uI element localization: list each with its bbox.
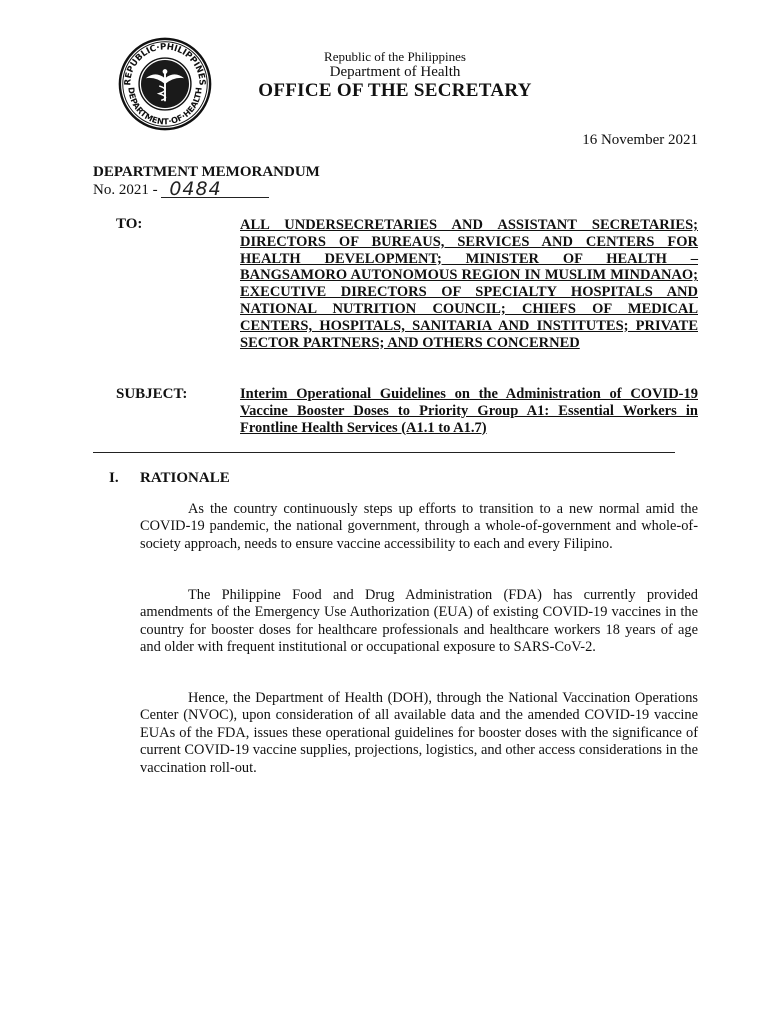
section-title: RATIONALE bbox=[140, 470, 230, 486]
to-label: TO: bbox=[116, 216, 143, 232]
doh-seal-logo bbox=[117, 36, 213, 132]
subject-text: Interim Operational Guidelines on the Administration of COVID-19 Vaccine Booster Doses to Priority Group A1: Essential Workers in Frontline Health Services (A1.1 to A1.7) bbox=[240, 386, 698, 436]
to-recipients: ALL UNDERSECRETARIES AND ASSISTANT SECRETARIES; DIRECTORS OF BUREAUS, SERVICES AND CENTERS FOR HEALTH DEVELOPMENT; MINISTER OF HEALTH – BANGSAMORO AUTONOMOUS REGION IN MUSLIM MINDANAO; EXECUTIVE DIRECTORS OF SPECIALTY HOSPITALS AND NATIONAL NUTRITION COUNCIL; CHIEFS OF MEDICAL CENTERS, HOSPITALS, SANITARIA AND INSTITUTES; PRIVATE SECTOR PARTNERS; AND OTHERS CONCERNED bbox=[240, 217, 698, 351]
letterhead-office: OFFICE OF THE SECRETARY bbox=[258, 80, 532, 101]
memo-number-prefix: No. 2021 - bbox=[93, 182, 158, 198]
rationale-paragraph-2: The Philippine Food and Drug Administration (FDA) has currently provided amendments of the Emergency Use Authorization (EUA) of existing COVID-19 vaccines in the country for booster doses for healthcare professionals and healthcare workers 18 years of age and older with frequent institutional or occupational exposure to SARS-CoV-2. bbox=[140, 587, 698, 656]
svg-text:DEPARTMENT·OF·HEALTH: DEPARTMENT·OF·HEALTH bbox=[126, 86, 204, 127]
header-divider bbox=[93, 452, 675, 453]
rationale-paragraph-1: As the country continuously steps up efforts to transition to a new normal amid the COVID-19 pandemic, the national government, through a whole-of-government and whole-of-society approach, needs to ensure vaccine accessibility to each and every Filipino. bbox=[140, 501, 698, 552]
section-number: I. bbox=[109, 470, 119, 486]
subject-label: SUBJECT: bbox=[116, 386, 188, 402]
letterhead-republic: Republic of the Philippines bbox=[324, 49, 466, 64]
svg-text:REPUBLIC·PHILIPPINES: REPUBLIC·PHILIPPINES bbox=[123, 42, 207, 86]
memo-number bbox=[93, 178, 269, 200]
rationale-paragraph-3: Hence, the Department of Health (DOH), through the National Vaccination Operations Center (NVOC), upon consideration of all available data and the amended COVID-19 vaccine EUAs of the FDA, issues these operational guidelines for booster doses with the significance of current COVID-19 vaccine supplies, projections, logistics, and other access considerations in the vaccination roll-out. bbox=[140, 690, 698, 776]
memo-title: DEPARTMENT MEMORANDUM bbox=[93, 164, 320, 180]
memo-date: 16 November 2021 bbox=[582, 132, 698, 148]
letterhead-department: Department of Health bbox=[329, 64, 461, 80]
memo-number-handwritten: 0484 bbox=[161, 181, 269, 198]
